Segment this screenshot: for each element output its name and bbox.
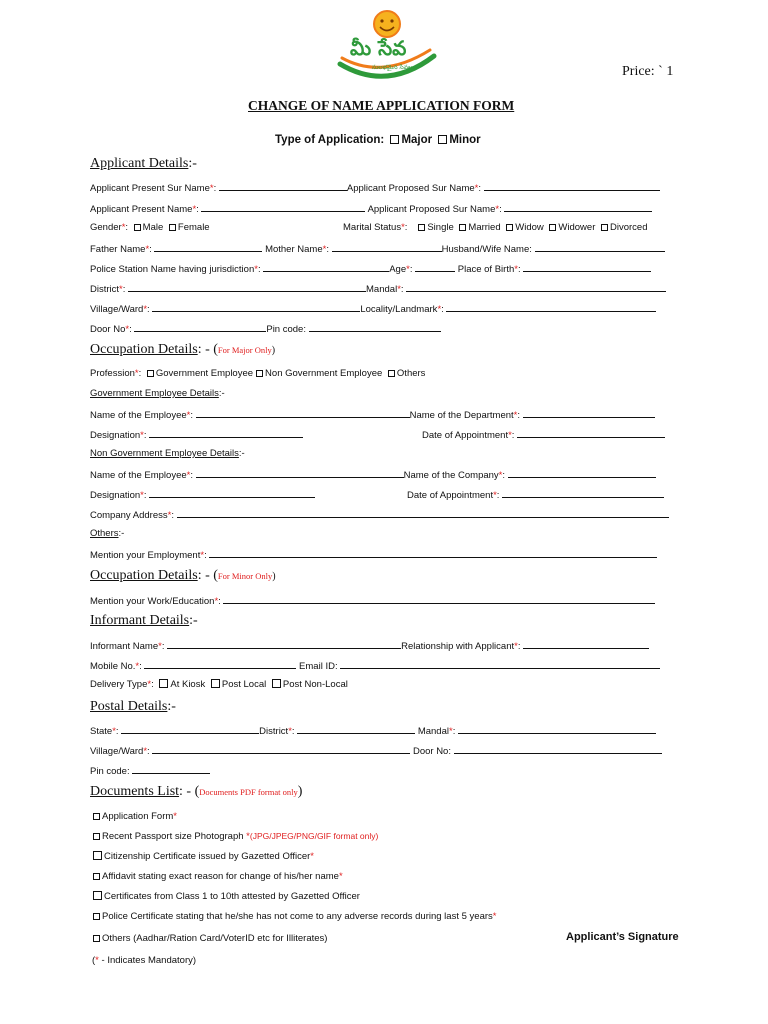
gov-doa-field[interactable] bbox=[517, 428, 665, 438]
documents-note: Documents PDF format only bbox=[199, 787, 298, 797]
postal-mandal-field[interactable] bbox=[458, 724, 656, 734]
dept-name-field[interactable] bbox=[523, 408, 655, 418]
informant-name-field[interactable] bbox=[167, 639, 401, 649]
nongov-doa-field[interactable] bbox=[502, 488, 664, 498]
email-label: Email ID: bbox=[299, 661, 338, 672]
row-informant: Informant Name*: Relationship with Applicant*: bbox=[90, 639, 649, 652]
gov-designation-label: Designation bbox=[90, 430, 141, 441]
single-label: Single bbox=[427, 222, 454, 233]
village-field[interactable] bbox=[152, 302, 360, 312]
others-heading bbox=[90, 528, 124, 539]
row-gov-designation: Designation*: bbox=[90, 428, 303, 441]
doc-item: Affidavit stating exact reason for change of his/her name* bbox=[90, 871, 343, 882]
nongov-employee-heading bbox=[90, 448, 245, 459]
row-gender: Gender*: Male Female bbox=[90, 222, 210, 233]
nongov-designation-field[interactable] bbox=[149, 488, 315, 498]
occupation-minor-close: ) bbox=[272, 571, 276, 582]
government-employee-label: Government Employee bbox=[155, 368, 254, 379]
non-government-employee-checkbox[interactable] bbox=[256, 370, 263, 377]
mandal-field[interactable] bbox=[406, 282, 666, 292]
age-label: Age bbox=[389, 264, 407, 275]
others-label: Others bbox=[396, 368, 426, 379]
doc-certificates-label: Certificates from Class 1 to 10th attested by Gazetted Officer bbox=[104, 891, 360, 902]
female-label: Female bbox=[177, 222, 210, 233]
doc-application-form-checkbox[interactable] bbox=[93, 813, 100, 820]
row-sur-name: Applicant Present Sur Name*: Applicant Proposed Sur Name*: bbox=[90, 181, 660, 194]
gender-label: Gender bbox=[90, 222, 122, 233]
widower-checkbox[interactable] bbox=[549, 224, 556, 231]
postal-heading-suffix: :- bbox=[167, 699, 176, 714]
row-company-address: Company Address*: bbox=[90, 508, 669, 521]
divorced-label: Divorced bbox=[610, 222, 648, 233]
mention-work-label: Mention your Work/Education bbox=[90, 596, 215, 607]
pin-code-field[interactable] bbox=[309, 322, 441, 332]
price: Price: ` 1 bbox=[622, 64, 674, 79]
row-employment: Mention your Employment*: bbox=[90, 548, 657, 561]
present-name-label: Applicant Present Name bbox=[90, 204, 193, 215]
mandatory-note-star: * bbox=[95, 955, 99, 966]
documents-close: ) bbox=[297, 784, 303, 799]
postal-district-label: District bbox=[259, 726, 289, 737]
row-mobile: Mobile No.*: Email ID: bbox=[90, 659, 660, 672]
government-employee-checkbox[interactable] bbox=[147, 370, 154, 377]
doc-citizenship-label: Citizenship Certificate issued by Gazetted Officer bbox=[104, 851, 311, 862]
divorced-checkbox[interactable] bbox=[601, 224, 608, 231]
dept-name-label: Name of the Department bbox=[409, 410, 514, 421]
gov-employee-heading-suffix: :- bbox=[218, 388, 225, 399]
postal-state-field[interactable] bbox=[121, 724, 259, 734]
row-police: Police Station Name having jurisdiction*: Age*: Place of Birth*: bbox=[90, 262, 651, 275]
mobile-label: Mobile No. bbox=[90, 661, 136, 672]
father-name-label: Father Name bbox=[90, 244, 146, 255]
post-non-local-checkbox[interactable] bbox=[272, 679, 281, 688]
mee-seva-logo bbox=[332, 6, 442, 86]
mobile-field[interactable] bbox=[144, 659, 296, 669]
company-name-label: Name of the Company bbox=[403, 470, 499, 481]
present-sur-name-label: Applicant Present Sur Name bbox=[90, 183, 210, 194]
company-address-label: Company Address bbox=[90, 510, 168, 521]
nongov-designation-label: Designation bbox=[90, 490, 141, 501]
informant-heading-suffix: :- bbox=[189, 613, 198, 628]
row-work: Mention your Work/Education*: bbox=[90, 594, 655, 607]
type-of-application bbox=[275, 134, 481, 146]
row-postal-village: Village/Ward*: Door No: bbox=[90, 744, 662, 757]
pin-code-label: Pin code: bbox=[266, 324, 306, 335]
occupation-minor-heading bbox=[90, 568, 276, 584]
doc-item: Citizenship Certificate issued by Gazetted Officer* bbox=[90, 851, 314, 862]
non-government-employee-label: Non Government Employee bbox=[265, 368, 383, 379]
doc-citizenship-checkbox[interactable] bbox=[93, 851, 102, 860]
marital-status-label: Marital Status bbox=[343, 222, 402, 233]
postal-village-field[interactable] bbox=[152, 744, 410, 754]
mandal-label: Mandal bbox=[366, 284, 398, 295]
nongov-employee-heading-suffix: :- bbox=[238, 448, 245, 459]
row-marital: Marital Status*: Single Married Widow Widower Divorced bbox=[343, 222, 648, 233]
documents-heading-suffix: : - ( bbox=[179, 784, 200, 799]
doc-photo-label: Recent Passport size Photograph bbox=[102, 831, 247, 842]
locality-field[interactable] bbox=[446, 302, 656, 312]
doc-police-certificate-label: Police Certificate stating that he/she has not come to any adverse records during last 5 years bbox=[102, 911, 493, 922]
row-nongov-designation: Designation*: bbox=[90, 488, 315, 501]
postal-mandal-label: Mandal bbox=[417, 726, 449, 737]
postal-pin-code-field[interactable] bbox=[132, 764, 210, 774]
locality-label: Locality/Landmark bbox=[360, 304, 438, 315]
gov-employee-heading bbox=[90, 388, 225, 399]
relationship-label: Relationship with Applicant bbox=[401, 641, 515, 652]
postal-state-label: State bbox=[90, 726, 113, 737]
door-no-field[interactable] bbox=[134, 322, 266, 332]
delivery-type-label: Delivery Type bbox=[90, 679, 148, 690]
postal-heading-text: Postal Details bbox=[90, 699, 168, 714]
doc-item: Recent Passport size Photograph *(JPG/JPEG/PNG/GIF format only) bbox=[90, 831, 378, 842]
logo-text: మీ సేవ bbox=[350, 36, 407, 60]
documents-heading-text: Documents List bbox=[90, 784, 180, 799]
row-profession: Profession*: Government Employee Non Government Employee Others bbox=[90, 368, 426, 379]
male-label: Male bbox=[142, 222, 164, 233]
male-checkbox[interactable] bbox=[134, 224, 141, 231]
occupation-minor-heading-text: Occupation Details bbox=[90, 568, 198, 583]
district-field[interactable] bbox=[128, 282, 366, 292]
doc-others-checkbox[interactable] bbox=[93, 935, 100, 942]
occupation-major-note: For Major Only bbox=[217, 345, 272, 355]
major-label: Major bbox=[401, 134, 433, 146]
doc-item: Police Certificate stating that he/she has not come to any adverse records during last 5 years* bbox=[90, 911, 496, 922]
applicant-heading-suffix: :- bbox=[188, 156, 197, 171]
postal-details-heading bbox=[90, 699, 176, 715]
door-no-label: Door No bbox=[90, 324, 126, 335]
doc-item bbox=[90, 933, 327, 944]
proposed-name-field[interactable] bbox=[504, 202, 652, 212]
row-gov-doa: Date of Appointment*: bbox=[422, 428, 665, 441]
logo-subtext: సులభమైన సేవలు bbox=[372, 64, 415, 71]
post-local-checkbox[interactable] bbox=[211, 679, 220, 688]
mandatory-note-open: ( bbox=[92, 955, 96, 966]
doc-others-label: Others (Aadhar/Ration Card/VoterID etc for Illiterates) bbox=[102, 933, 328, 944]
doc-item bbox=[90, 891, 360, 902]
row-door: Door No*: Pin code: bbox=[90, 322, 441, 335]
proposed-sur-name-label: Applicant Proposed Sur Name bbox=[346, 183, 475, 194]
village-label: Village/Ward bbox=[90, 304, 144, 315]
present-name-field[interactable] bbox=[201, 202, 365, 212]
place-of-birth-field[interactable] bbox=[523, 262, 651, 272]
type-of-application-label: Type of Application: bbox=[275, 134, 385, 146]
married-checkbox[interactable] bbox=[459, 224, 466, 231]
doc-photo-note: (JPG/JPEG/PNG/GIF format only) bbox=[249, 831, 379, 841]
father-name-field[interactable] bbox=[154, 242, 262, 252]
district-label: District bbox=[90, 284, 120, 295]
major-checkbox[interactable] bbox=[390, 135, 399, 144]
others-heading-text: Others bbox=[90, 528, 119, 539]
company-name-field[interactable] bbox=[508, 468, 656, 478]
gov-employee-heading-text: Government Employee Details bbox=[90, 388, 219, 399]
occupation-minor-note: For Minor Only bbox=[217, 571, 273, 581]
email-field[interactable] bbox=[340, 659, 660, 669]
single-checkbox[interactable] bbox=[418, 224, 425, 231]
row-district: District*: Mandal*: bbox=[90, 282, 666, 295]
mention-employment-field[interactable] bbox=[209, 548, 657, 558]
mother-name-field[interactable] bbox=[332, 242, 442, 252]
company-address-field[interactable] bbox=[177, 508, 669, 518]
documents-list-heading bbox=[90, 784, 302, 800]
mother-name-label: Mother Name bbox=[265, 244, 323, 255]
post-local-label: Post Local bbox=[221, 679, 267, 690]
widower-label: Widower bbox=[558, 222, 596, 233]
doc-application-form-label: Application Form bbox=[102, 811, 174, 822]
others-heading-suffix: :- bbox=[118, 528, 125, 539]
post-non-local-label: Post Non-Local bbox=[282, 679, 348, 690]
row-name: Applicant Present Name*: Applicant Proposed Sur Name*: bbox=[90, 202, 652, 215]
doc-police-certificate-checkbox[interactable] bbox=[93, 913, 100, 920]
place-of-birth-label: Place of Birth bbox=[457, 264, 515, 275]
informant-name-label: Informant Name bbox=[90, 641, 159, 652]
at-kiosk-label: At Kiosk bbox=[170, 679, 206, 690]
row-postal-pin bbox=[90, 764, 210, 777]
informant-heading-text: Informant Details bbox=[90, 613, 190, 628]
row-village: Village/Ward*: Locality/Landmark*: bbox=[90, 302, 656, 315]
gov-emp-name-field[interactable] bbox=[196, 408, 410, 418]
proposed-sur-name-field[interactable] bbox=[484, 181, 660, 191]
minor-checkbox[interactable] bbox=[438, 135, 447, 144]
mandatory-note bbox=[92, 955, 196, 966]
doc-affidavit-label: Affidavit stating exact reason for change of his/her name bbox=[102, 871, 339, 882]
gov-designation-field[interactable] bbox=[149, 428, 303, 438]
nongov-emp-name-label: Name of the Employee bbox=[90, 470, 187, 481]
occupation-major-heading-suffix: : - ( bbox=[197, 342, 218, 357]
husband-wife-label: Husband/Wife Name: bbox=[441, 244, 532, 255]
row-state: State*: District*: Mandal*: bbox=[90, 724, 656, 737]
informant-details-heading bbox=[90, 613, 198, 629]
nongov-doa-label: Date of Appointment bbox=[407, 490, 494, 501]
gov-emp-name-label: Name of the Employee bbox=[90, 410, 187, 421]
doc-affidavit-checkbox[interactable] bbox=[93, 873, 100, 880]
occupation-major-heading-text: Occupation Details bbox=[90, 342, 198, 357]
minor-label: Minor bbox=[449, 134, 481, 146]
age-field[interactable] bbox=[415, 262, 455, 272]
doc-certificates-checkbox[interactable] bbox=[93, 891, 102, 900]
others-checkbox[interactable] bbox=[388, 370, 395, 377]
doc-item: Application Form* bbox=[90, 811, 177, 822]
postal-pin-code-label: Pin code: bbox=[90, 766, 130, 777]
mention-employment-label: Mention your Employment bbox=[90, 550, 201, 561]
occupation-major-close: ) bbox=[271, 345, 276, 356]
relationship-field[interactable] bbox=[523, 639, 649, 649]
applicant-signature: Applicant’s Signature bbox=[566, 931, 679, 943]
nongov-employee-heading-text: Non Government Employee Details bbox=[90, 448, 239, 459]
applicant-heading-text: Applicant Details bbox=[90, 156, 189, 171]
police-station-field[interactable] bbox=[263, 262, 389, 272]
occupation-minor-heading-suffix: : - ( bbox=[197, 568, 218, 583]
present-sur-name-field[interactable] bbox=[219, 181, 347, 191]
row-nongov-emp-name: Name of the Employee*: Name of the Company*: bbox=[90, 468, 656, 481]
row-gov-emp-name: Name of the Employee*: Name of the Department*: bbox=[90, 408, 655, 421]
row-delivery: Delivery Type*: At Kiosk Post Local Post Non-Local bbox=[90, 679, 348, 690]
police-station-label: Police Station Name having jurisdiction bbox=[90, 264, 255, 275]
at-kiosk-checkbox[interactable] bbox=[159, 679, 168, 688]
doc-photo-checkbox[interactable] bbox=[93, 833, 100, 840]
occupation-major-heading bbox=[90, 342, 275, 358]
postal-door-no-label: Door No: bbox=[412, 746, 451, 757]
postal-village-label: Village/Ward bbox=[90, 746, 144, 757]
mention-work-field[interactable] bbox=[223, 594, 655, 604]
husband-wife-field[interactable] bbox=[535, 242, 665, 252]
proposed-name-label: Applicant Proposed Sur Name bbox=[367, 204, 496, 215]
postal-door-no-field[interactable] bbox=[454, 744, 662, 754]
row-nongov-doa: Date of Appointment*: bbox=[407, 488, 664, 501]
gov-doa-label: Date of Appointment bbox=[422, 430, 509, 441]
applicant-details-heading bbox=[90, 156, 197, 172]
widow-label: Widow bbox=[515, 222, 544, 233]
widow-checkbox[interactable] bbox=[506, 224, 513, 231]
postal-district-field[interactable] bbox=[297, 724, 415, 734]
mandatory-note-text: - Indicates Mandatory) bbox=[98, 955, 197, 966]
row-parents: Father Name*: Mother Name*: Husband/Wife Name: bbox=[90, 242, 665, 255]
nongov-emp-name-field[interactable] bbox=[196, 468, 404, 478]
married-label: Married bbox=[468, 222, 501, 233]
page-title: CHANGE OF NAME APPLICATION FORM bbox=[248, 98, 515, 113]
profession-label: Profession bbox=[90, 368, 135, 379]
female-checkbox[interactable] bbox=[169, 224, 176, 231]
